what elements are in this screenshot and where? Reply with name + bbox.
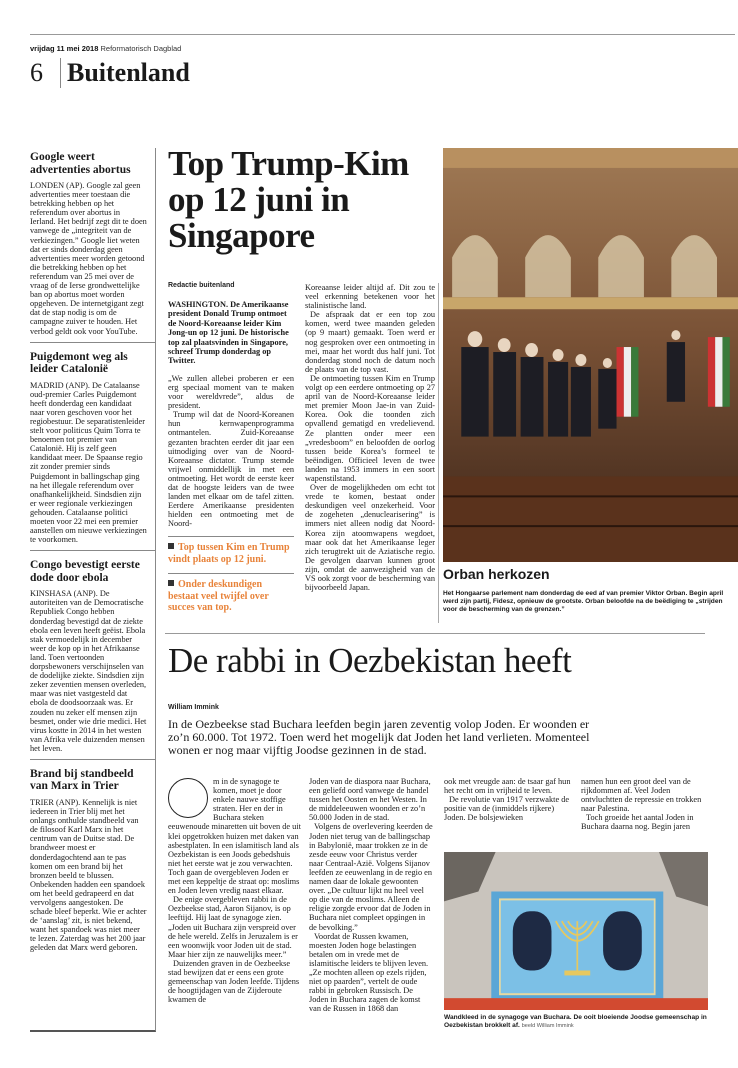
date: vrijdag 11 mei 2018 — [30, 44, 99, 53]
brief-body: TRIER (ANP). Kennelijk is niet iedereen in Trier blij met het onlangs onthulde standbeeld van de filosoof Karl Marx in het centrum van de Duitse stad. De brandweer moest er donderdagochtend aan te pas komen om een brand bij het bronzen beeld te blussen. Onbekenden hadden een spandoek om het beeld gedrapeerd en dat vervolgens aangestoken. De schade bleef beperkt. Wie er achter de ‘aanslag’ zit, is niet bekend, want het spandoek was niet meer te lezen. Zaterdag was het 200 jaar geleden dat Marx werd geboren. — [30, 797, 147, 953]
bullet-square-icon — [168, 543, 174, 549]
highlight — [168, 536, 294, 565]
paragraph: „We zullen allebei proberen er een erg speciaal moment van te maken voor wereldvrede”, aldus de president. — [168, 373, 294, 411]
synagogue-wallhanging-photo — [444, 852, 708, 1010]
paragraph: Koreaanse leider altijd af. Dit zou te veel erkenning betekenen voor het stalinistische land. — [305, 283, 435, 311]
brief-body: LONDEN (AP). Google zal geen advertenties meer toestaan die betrekking hebben op het referendum over abortus in Ierland. Het bedrijf zegt dit te doen vanwege de „integriteit van de verkiezingen.” Google liet weten dat er sinds donderdag geen advertenties meer worden getoond die betrekking hebben op het referendum van 25 mei over de vraag of de Ierse grondwettelijke ban op abortus moet worden opgeheven. De internetgigant zegt dat de stap nodig is om de campagne zuiver te houden. Het verbod geldt ook voor YouTube. — [30, 181, 147, 336]
brief-marx — [30, 768, 155, 959]
paragraph: Duizenden graven in de Oezbeekse stad bewijzen dat er eens een grote gemeenschap van Joden leefde. Tijdens de hoogtijdagen van de Zijderoute kwamen de — [168, 958, 300, 1005]
rabbi-column-2 — [309, 777, 433, 1013]
paragraph: Trump wil dat de Noord-Koreanen hun kernwapenprogramma ontmantelen. Zuid-Koreaanse gezanten brachten eerder dit jaar een uitnodiging over van de Noord-Koreaanse dictator. Trump stemde vrijwel onmiddellijk in met een ontmoeting. Het wordt de eerste keer dat de hoogste leiders van de twee landen met elkaar om de tafel zitten. Eerdere Amerikaanse presidenten hielden een ontmoeting met de Noord- — [168, 410, 294, 529]
paragraph: De revolutie van 1917 verzwakte de positie van de (inmiddels rijkere) Joden. De bolsjewieken — [444, 795, 570, 823]
section-title: Buitenland — [60, 58, 190, 88]
trump-byline: Redactie buitenland — [168, 282, 235, 289]
parliament-photo — [443, 148, 738, 562]
trump-lead: WASHINGTON. De Amerikaanse president Donald Trump ontmoet de Noord-Koreaanse leider Kim Jong-un op 12 juni. De historische top zal plaatsvinden in Singapore, schreef Trump donderdag op Twitter. — [168, 300, 289, 366]
paragraph: namen hun een groot deel van de rijkdommen af. Veel Joden ontvluchtten de repressie en trokken naar Palestina. — [581, 777, 702, 814]
photo-caption — [444, 1014, 708, 1030]
trump-column-2 — [305, 283, 435, 592]
rabbi-column-4 — [581, 777, 709, 832]
drop-cap-o — [168, 778, 208, 818]
paragraph: De enige overgebleven rabbi in de Oezbeekse stad, Aaron Sijanov, is op leeftijd. Hij laat de synagoge zien. „Joden uit Buchara zijn verspreid over de hele wereld. Zelfs in Jeruzalem is er een woonwijk voor Joden uit de stad. Maar hier zijn ze nauwelijks meer.” — [168, 895, 298, 959]
brief-title: Brand bij standbeeld van Marx in Trier — [30, 767, 134, 793]
paragraph: ook met vreugde aan: de tsaar gaf hun het recht om in vrijheid te leven. — [444, 777, 571, 796]
paragraph: Voordat de Russen kwamen, moesten Joden hoge belastingen betalen om in vrede met de islamitische leiders te blijven leven. „Ze mochten alleen op ezels rijden, niet op paarden”, vertelt de oude rabbi in gebroken Russisch. De Joden in Buchara zagen de komst van de Russen in 1868 dan — [309, 931, 429, 1014]
brief-congo — [30, 559, 155, 760]
brief-body: KINSHASA (ANP). De autoriteiten van de Democratische Republiek Congo hebben donderdag bevestigd dat de ziekte ebola een leven heeft geëist. Ebola stak vermoedelijk in december weer de kop op in het Afrikaanse land. Toen vertoonden dorpsbewoners verschijnselen van de dodelijke ziekte. Sindsdien zijn zeker zeventien mensen overleden, maar was niet vastgesteld dat ebola de doodsoorzaak was. Er zouden nu zeker elf mensen zijn besmet, onder wie drie medici. Het virus kostte in 2014 in het westen van Afrika vele duizenden mensen het leven. — [30, 589, 147, 753]
brief-title: Google weert advertenties abortus — [30, 151, 131, 176]
highlight-text: Onder deskundigen bestaat veel twijfel over succes van top. — [168, 579, 269, 614]
page-number: 6 — [30, 58, 43, 87]
brief-google — [30, 151, 155, 343]
rabbi-intro: In de Oezbeekse stad Buchara leefden begin jaren zeventig volop Joden. Er woonden er zo’n 60.000. Tot 1972. Toen werd het mogelijk dat Joden het land verlieten. Momenteel wonen er nog maar vijftig Joodse gezinnen in de stad. — [168, 717, 590, 757]
caption-text: Wandkleed in de synagoge van Buchara. De ooit bloeiende Joodse gemeenschap in Oezbekistan brokkelt af. — [444, 1014, 707, 1030]
paragraph: De afspraak dat er een top zou komen, werd twee maanden geleden (op 9 maart) gemaakt. Toen werd er nog gesproken over een ontmoeting in mei, maar het wordt dus half juni. Tot donderdag stond noch de datum noch de plaats van de top vast. — [305, 310, 435, 374]
rabbi-byline: William Immink — [168, 704, 219, 711]
rabbi-column-1 — [168, 777, 301, 1004]
paper-name: Reformatorisch Dagblad — [100, 44, 182, 53]
brief-title: Puigdemont weg als leider Catalonië — [30, 350, 128, 376]
brief-puigdemont — [30, 351, 155, 552]
brief-title: Congo bevestigt eerste dode door ebola — [30, 559, 140, 584]
paragraph: m in de synagoge te komen, moet je door enkele nauwe stoffige straten. Her en der in Buchara steken eeuwenoude minaretten uit boven de uit klei opgetrokken huizen met daken van asbestplaten. In een islamitisch land als Oezbekistan is een Joods gebedshuis niet het eerste wat je zou verwachten. Toch gaan de overgebleven Joden er met een keppeltje de straat op: moslims en Joden leven vredig naast elkaar. — [168, 777, 301, 896]
highlight — [168, 573, 294, 614]
top-rule — [30, 34, 735, 35]
bullet-square-icon — [168, 580, 174, 586]
paragraph: Over de mogelijkheden om echt tot vrede te komen, bestaat onder deskundigen veel onzekerheid. Voor de zogeheten „denuclearisering” is immers niet alleen nodig dat Noord-Korea zijn atoomwapens wegdoet, maar ook dat het Amerikaanse leger zich terugtrekt uit de Aziatische regio. De gevolgen daarvan kunnen groot zijn, omdat de aanwezigheid van de VS ook zorgt voor de bescherming van bijvoorbeeld Japan. — [305, 483, 435, 593]
paragraph: De ontmoeting tussen Kim en Trump volgt op een eerdere ontmoeting op 27 april van de Noord-Koreaanse leider met premier Moon Jae-in van Zuid-Korea. Ook die toonden zich opvallend gematigd en vredelievend. Ze plantten onder meer een „vredesboom” en beloofden de oorlog tussen beide Korea’s formeel te beëindigen. Officieel leven de twee landen na 1953 immers in een soort wapenstilstand. — [305, 373, 435, 483]
news-briefs-column — [30, 148, 156, 1032]
photo-caption: Het Hongaarse parlement nam donderdag de eed af van premier Viktor Orban. Begin april werd zijn partij, Fidesz, opnieuw de grootste. Orban beloofde na de beëdiging te „strijden voor de bescherming van de grenzen.” — [443, 590, 724, 614]
rabbi-column-3 — [444, 777, 572, 822]
trump-column-1 — [168, 300, 294, 614]
dateline — [30, 44, 181, 53]
column-rule — [438, 283, 439, 623]
photo-caption-title: Orban herkozen — [443, 566, 550, 582]
trump-headline: Top Trump-Kim op 12 juni in Singapore — [168, 144, 409, 255]
highlight-text: Top tussen Kim en Trump vindt plaats op 12 juni. — [168, 542, 290, 565]
rabbi-headline: De rabbi in Oezbekistan heeft — [168, 641, 572, 680]
photo-credit: beeld William Immink — [521, 1023, 574, 1030]
paragraph: Volgens de overlevering keerden de Joden niet terug van de ballingschap in Babylonië, maar trokken ze in de zesde eeuw voor Christus verder naar Centraal-Azië. Volgens Sijanov leefden ze eeuwenlang in de regio en namen daar de lokale gewoonten over. „De cultuur lijkt nu heel veel op die van de moslims. Alleen de religie zorgde ervoor dat de Joden in Buchara niet compleet opgingen in de bevolking.” — [309, 822, 433, 932]
paragraph: Joden van de diaspora naar Buchara, een geliefd oord vanwege de handel tussen het Oosten en het Westen. In de middeleeuwen woonden er zo’n 50.000 Joden in de stad. — [309, 777, 431, 823]
brief-body: MADRID (ANP). De Catalaanse oud-premier Carles Puigdemont heeft donderdag een kandidaat naar voren geschoven voor het regiobestuur. De separatistenleider stelt voor politicus Quim Torra te benoemen tot premier van Catalonië. Hij is zelf geen kandidaat meer. De Spaanse regio zit zonder premier sinds Puigdemont in ballingschap ging na het illegale referendum over onafhankelijkheid. Sindsdien zijn er weer regionale verkiezingen gehouden. Catalaanse politici moeten voor 22 mei een premier aanstellen om nieuwe verkiezingen te voorkomen. — [30, 380, 147, 545]
section-divider — [165, 633, 705, 634]
paragraph: Toch groeide het aantal Joden in Buchara daarna nog. Begin jaren — [581, 813, 694, 832]
